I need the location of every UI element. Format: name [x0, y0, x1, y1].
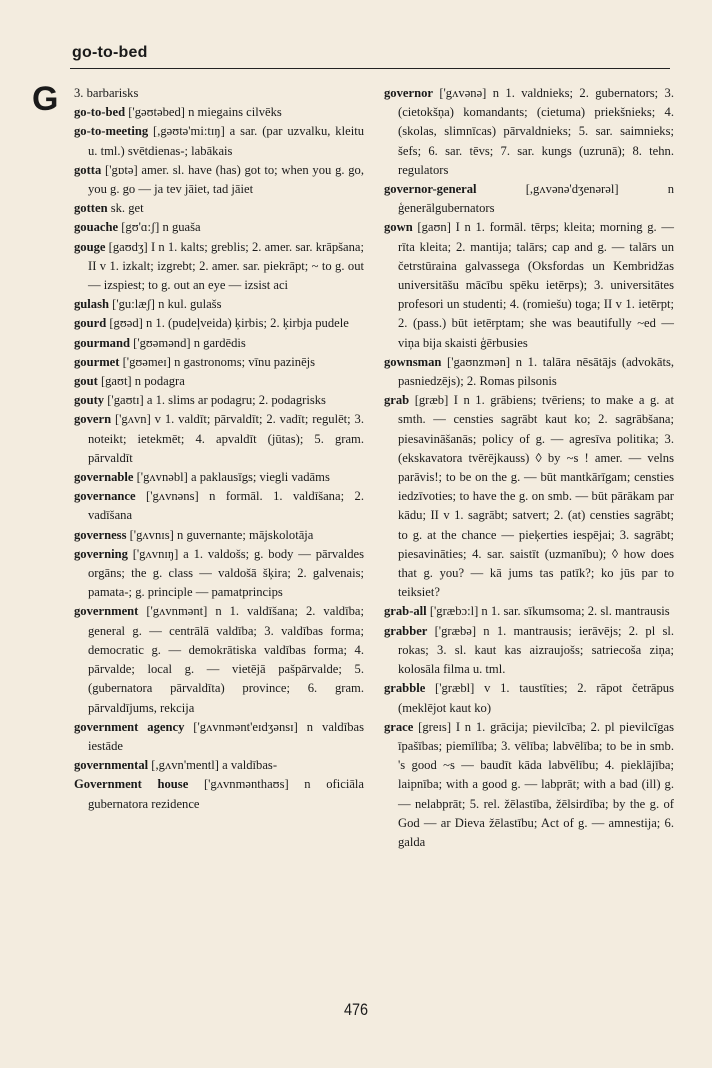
entry-headword: gouty [74, 393, 105, 408]
entry-headword: gourd [74, 316, 107, 331]
dictionary-entry [74, 775, 364, 813]
entry-definition: [gʊ'ɑ:ʃ] n guaša [118, 220, 201, 235]
entry-definition: [greɪs] I n 1. grācija; pievilcība; 2. pl pievilcīgas īpašības; piemīlība; 3. vēlība; labvēlība; to be in smb. 's good ~s — baudīt kāda labvēlību; 4. pieklājība; laipnība; with a good g. — labprāt; with a bad (ill) g. — nelabprāt; 5. rel. žēlastība, žēlsirdība; by the g. of God — ar Dieva žēlastību; Act of g. — amnestija; 6. galda [398, 719, 674, 849]
dictionary-entry [74, 84, 364, 103]
entry-headword: gulash [74, 297, 110, 312]
dictionary-entry [384, 84, 674, 180]
entry-headword: govern [74, 412, 112, 427]
dictionary-entry [74, 468, 364, 487]
entry-headword: grace [384, 719, 414, 734]
entry-headword: governess [74, 527, 127, 542]
entry-headword: gourmet [74, 354, 120, 369]
entry-headword: governor [384, 86, 433, 100]
entry-headword: grabber [384, 623, 428, 638]
dictionary-entry [74, 487, 364, 525]
dictionary-entry [74, 199, 364, 218]
left-column [74, 84, 364, 814]
dictionary-entry [74, 161, 364, 199]
entry-definition: [gaʊn] I n 1. formāl. tērps; kleita; morning g. — rīta kleita; 2. mantija; talārs; cap and g. — talārs un četrstūraina galvassega (Oksfordas un Kembridžas universitāšu mācību spēku ietērps); 3. universitātes profesori un studenti; 4. (romiešu) toga; II v 1. ietērpt; 2. (pass.) būt ietērptam; she was beautifully ~ed — viņa bija skaisti ģērbusies [398, 220, 674, 350]
entry-definition: [,gʌvn'mentl] a valdības- [148, 758, 278, 773]
entry-definition: [gaʊt] n podagra [97, 374, 185, 389]
dictionary-entry [74, 372, 364, 391]
entry-definition: ['gaʊtɪ] a 1. slims ar podagru; 2. podagrisks [104, 393, 326, 408]
entry-definition: ['gʌvnmənt] n 1. valdīšana; 2. valdība; general g. — centrālā valdība; 3. valdības forma; democratic g. — demokrātiska valdības forma; 4. pārvalde; local g. — vietējā pašpārvalde; 5. (gubernatora pārvaldīta) province; 6. gram. pārvaldījums, rekcija [88, 604, 364, 715]
entry-headword: governor-general [384, 182, 477, 197]
entry-headword: gouge [74, 239, 106, 254]
entry-headword: gouache [74, 220, 119, 235]
dictionary-entry [384, 602, 674, 621]
entry-definition: ['græbɔ:l] n 1. sar. sīkumsoma; 2. sl. mantrausis [426, 604, 670, 619]
right-column [384, 84, 674, 852]
entry-headword: gourmand [74, 335, 130, 350]
entry-definition: [gʊəd] n 1. (pudeļveida) ķirbis; 2. ķirbja pudele [106, 316, 349, 331]
entry-headword: gout [74, 374, 98, 389]
entry-definition: ['gʌvn] v 1. valdīt; pārvaldīt; 2. vadīt; regulēt; 3. noteikt; ietekmēt; 4. apvaldīt (jūtas); 5. gram. pārvaldīt [88, 412, 364, 465]
dictionary-entry [74, 391, 364, 410]
dictionary-entry [384, 718, 674, 852]
entry-definition: ['gɒtə] amer. sl. have (has) got to; when you g. go, you g. go — ja tev jāiet, tad jāiet [88, 162, 364, 197]
entry-headword: governmental [74, 758, 149, 773]
entry-definition: ['gu:læʃ] n kul. gulašs [109, 297, 222, 312]
entry-definition: ['græbə] n 1. mantrausis; ierāvējs; 2. pl sl. rokas; 3. sl. kaut kas aizraujošs; satriecoša ziņa; kolosāla filma u. tml. [398, 623, 674, 677]
entry-headword: government [74, 604, 139, 619]
entry-headword: governance [74, 489, 136, 504]
entry-headword: Government house [74, 777, 189, 792]
dictionary-entry [384, 218, 674, 352]
entry-headword: go-to-bed [74, 105, 126, 120]
entry-definition: ['gʌvnmənthaʊs] n oficiāla gubernatora rezidence [88, 777, 364, 811]
entry-headword: governing [74, 546, 128, 561]
entry-headword: grab [384, 393, 410, 408]
entry-definition: [gaʊdʒ] I n 1. kalts; greblis; 2. amer. sar. krāpšana; II v 1. izkalt; izgrebt; 2. amer. sar. piekrāpt; ~ to g. out — izspiest; to g. out an eye — izsist aci [88, 239, 364, 293]
entry-definition: [græb] I n 1. grābiens; tvēriens; to make a g. at smth. — censties sagrābt kaut ko; 2. sagrābšana; piesavināšanās; policy of g. — agresīva politika; 3. (ekskavatora tvērējkauss) ◊ by ~s ! amer. — velns parāvis!; to be on the g. — būt mantkārīgam; censties iedzīvoties; to have the g. on smb. — būt pārākam par kādu; II v 1. sagrābt; satvert; 2. (at) censties sagrābt; to g. at the chance — pieķerties iespējai; 3. sagrābt; piesavināties; 4. sar. saistīt (uzmanību); ◊ how does that g. you? — kā jums tas patīk?; ko jūs par to teiksiet? [398, 393, 674, 600]
entry-headword: grabble [384, 681, 426, 696]
entry-definition: ['gʌvənə] n 1. valdnieks; 2. gubernators; 3. (cietokšņa) komandants; (cietuma) priekšnieks; 4. (skolas, slimnīcas) pārvaldnieks; 5. sar. saimnieks; šefs; 6. sar. tēvs; 7. sar. kungs (uzrunā); 8. tehn. regulators [398, 86, 674, 177]
entry-definition: sk. get [107, 201, 144, 216]
dictionary-entry [384, 679, 674, 717]
dictionary-entry [384, 391, 674, 602]
dictionary-entry [74, 295, 364, 314]
header-rule [70, 68, 670, 69]
entry-headword: go-to-meeting [74, 124, 149, 139]
dictionary-entry [384, 180, 674, 218]
dictionary-entry [74, 526, 364, 545]
dictionary-entry [74, 545, 364, 603]
entry-definition: ['gʌvnɪŋ] a 1. valdošs; g. body — pārvaldes orgāns; the g. class — valdošā šķira; 2. galvenais; pamata-; g. principle — pamatprincips [88, 546, 364, 600]
entry-definition: ['græbl] v 1. taustīties; 2. rāpot četrāpus (meklējot kaut ko) [398, 681, 674, 715]
dictionary-entry [74, 410, 364, 468]
dictionary-entry [74, 353, 364, 372]
page-number: 476 [343, 1000, 369, 1019]
entry-headword: grab-all [384, 604, 427, 619]
entry-definition: ['gʌvnɪs] n guvernante; mājskolotāja [126, 527, 314, 542]
dictionary-entry [74, 314, 364, 333]
entry-definition: ['gəʊtəbed] n miegains cilvēks [125, 105, 282, 120]
entry-definition: ['gaʊnzmən] n 1. talāra nēsātājs (advokāts, pasniedzējs); 2. Romas pilsonis [398, 354, 674, 389]
entry-headword: governable [74, 470, 134, 485]
entry-definition: [,gəʊtə'mi:tɪŋ] a sar. (par uzvalku, kleitu u. tml.) svētdienas-; labākais [88, 124, 364, 158]
entry-headword: gotta [74, 162, 102, 177]
entry-definition: 3. barbarisks [74, 86, 139, 100]
thumb-index-letter: G [32, 80, 59, 118]
dictionary-entry [384, 353, 674, 391]
entry-definition: [,gʌvənə'dʒenərəl] n ģenerālgubernators [398, 182, 674, 216]
entry-definition: ['gʌvnəbl] a paklausīgs; viegli vadāms [133, 470, 330, 485]
dictionary-entry [74, 238, 364, 296]
dictionary-entry [74, 602, 364, 717]
running-head: go-to-bed [72, 44, 148, 61]
entry-definition: ['gʌvnəns] n formāl. 1. valdīšana; 2. vadīšana [88, 489, 364, 523]
entry-headword: gown [384, 220, 413, 235]
dictionary-entry [74, 122, 364, 160]
entry-headword: gotten [74, 201, 108, 216]
entry-definition: ['gʊəmeɪ] n gastronoms; vīnu pazinējs [119, 354, 316, 369]
dictionary-entry [74, 718, 364, 756]
dictionary-entry [74, 334, 364, 353]
entry-definition: ['gʊəmənd] n gardēdis [129, 335, 246, 350]
entry-headword: government agency [74, 719, 185, 734]
dictionary-entry [74, 756, 364, 775]
entry-definition: ['gʌvnmənt'eɪdʒənsɪ] n valdības iestāde [88, 719, 364, 753]
dictionary-entry [384, 622, 674, 680]
dictionary-entry [74, 103, 364, 122]
entry-headword: gownsman [384, 354, 442, 369]
dictionary-entry [74, 218, 364, 237]
